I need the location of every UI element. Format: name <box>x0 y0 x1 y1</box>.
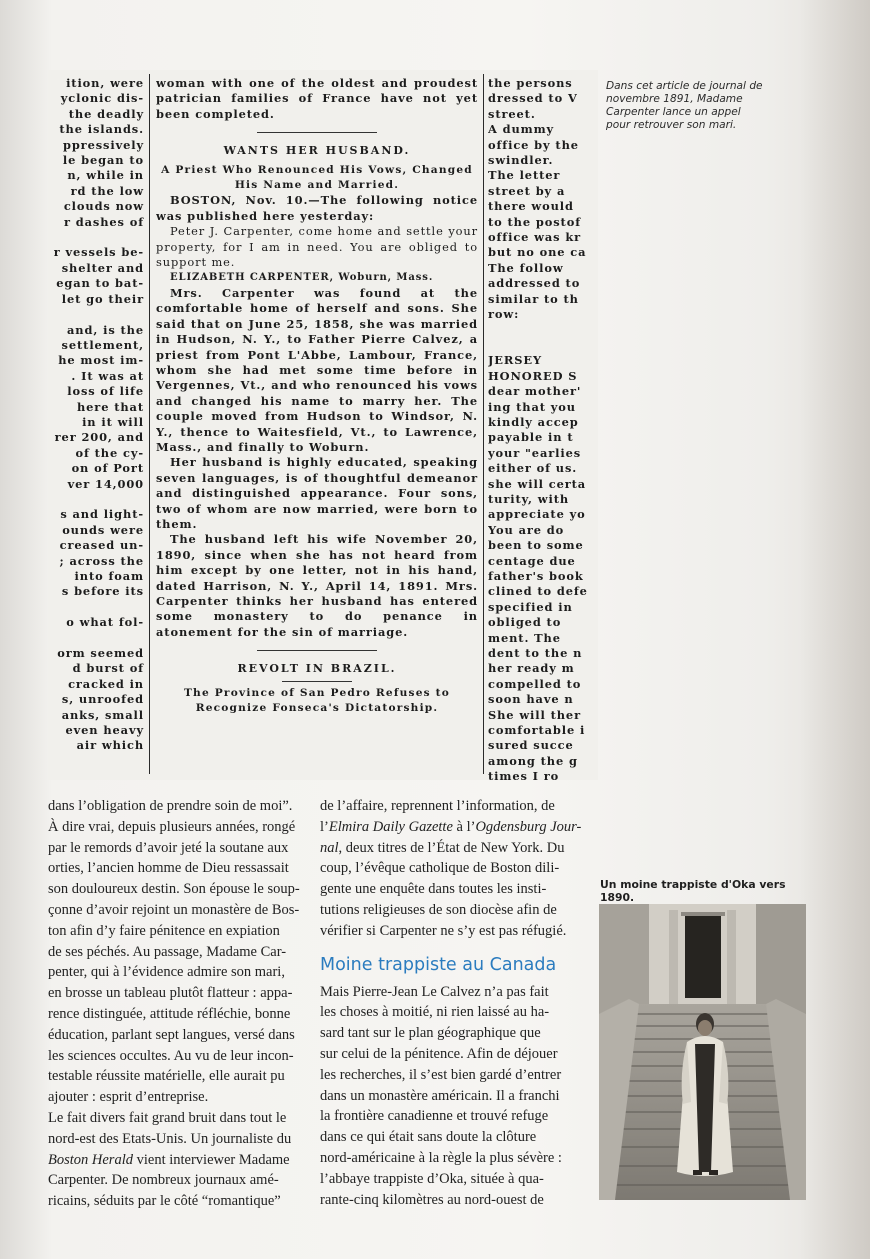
text-line: The follow <box>488 260 564 275</box>
text-line: loss of life <box>67 384 144 399</box>
text-line: ition, were <box>66 76 144 90</box>
text-line: anks, small <box>61 707 144 722</box>
text-line: nord-est des Etats-Unis. Un journaliste du <box>48 1130 292 1147</box>
text-line: r dashes of <box>63 214 144 229</box>
text-line: coup, l’évêque catholique de Boston dili- <box>320 860 560 877</box>
trappist-monk-photo <box>599 904 806 1200</box>
text-line: on of Port <box>71 461 144 476</box>
paragraph-1: Mrs. Carpenter was found at the comfortable home of herself and sons. She said that on June 25, 1858, she was married in Hudson, N. Y., to Father Pierre Calvez, a priest from Pont L'Abbe, Lambour, France, whom she had met some time before in Vergennes, Vt., and who renounced his vows and changed his name to marry her. The couple moved from Hudson to Windsor, N. Y., thence to Waitesfield, Vt., to Lawrence, Mass., and finally to Woburn. <box>156 285 478 454</box>
text-line: to the postof <box>488 214 582 229</box>
text-line: la frontière canadienne et trouvé refuge <box>320 1108 549 1125</box>
text-line <box>48 307 144 322</box>
text-line: the persons <box>488 76 573 90</box>
headline-2: REVOLT IN BRAZIL. <box>237 662 397 676</box>
newspaper-left-column <box>48 76 144 754</box>
text-line: settlement, <box>61 337 144 352</box>
text-line: l’abbaye trappiste d’Oka, située à qua- <box>320 1170 544 1187</box>
text-line: office by the <box>488 137 579 152</box>
text-line: office was kr <box>488 230 582 245</box>
text-line: o what fol- <box>66 615 144 630</box>
clipping-caption: Dans cet article de journal de novembre 1891, Madame Carpenter lance un appel pour retrouver son mari. <box>606 80 763 131</box>
newspaper-center-column <box>156 76 478 716</box>
text-line: sur celui de la pénitence. Afin de déjouer <box>320 1045 558 1062</box>
headline-2-deck: The Province of San Pedro Refuses to Recognize Fonseca's Dictatorship. <box>183 686 451 715</box>
text-line <box>320 817 582 838</box>
newspaper-right-column <box>488 76 598 780</box>
text-line: les choses à moitié, ni rien laissé au ha- <box>320 1004 550 1021</box>
text-line: n, while in <box>67 168 144 183</box>
short-rule <box>282 681 352 682</box>
text-line: clouds now <box>63 199 144 214</box>
text-line: and, is the <box>67 322 144 337</box>
text-line: de ses péchés. Au passage, Madame Car- <box>48 943 287 960</box>
article-paragraph <box>320 982 582 1211</box>
text-line: ing that you <box>488 399 576 414</box>
text-line: les recherches, il s’est bien gardé d’entrer <box>320 1066 562 1083</box>
column-rule <box>149 74 150 774</box>
article-paragraph <box>48 1108 304 1212</box>
text-line: ppressively <box>62 137 144 152</box>
text-line <box>48 230 144 245</box>
text-line: ment. The <box>488 630 561 645</box>
text-line: s, unroofed <box>61 692 144 707</box>
paragraph-2: Her husband is highly educated, speaking seven languages, is of thoughtful demeanor and distinguished appearance. Four sons, two of whom are now married, were born to them. <box>156 455 478 531</box>
text-line: ; across the <box>59 553 144 568</box>
text-line: éducation, parlant sept langues, versé dans <box>48 1026 295 1043</box>
notice-signature: ELIZABETH CARPENTER, Woburn, Mass. <box>170 272 434 284</box>
column-rule <box>483 74 484 774</box>
text-line: the islands. <box>59 122 144 137</box>
text-line: kindly accep <box>488 414 579 429</box>
text-line: le began to <box>62 153 144 168</box>
text-line: father's book <box>488 569 584 583</box>
text-line: there would <box>488 199 574 214</box>
text-line: À dire vrai, depuis plusieurs années, rongé <box>48 818 296 835</box>
text-line: dear mother' <box>488 384 582 399</box>
paragraph-3: The husband left his wife November 20, 1890, since when she has not heard from him except by one letter, not in his hand, dated Harrison, N. Y., April 14, 1891. Mrs. Carpenter thinks her husband has entered some monastery to do penance in atonement for the sin of marriage. <box>156 532 478 639</box>
publication-name: Ogdensburg Jour- <box>475 818 582 835</box>
text-line: specified in <box>488 599 573 614</box>
notice-text: Peter J. Carpenter, come home and settle your property, for I am in need. You are obliged to support me. <box>156 224 478 270</box>
text-line: she will certa <box>488 476 587 491</box>
text-line: in it will <box>82 414 144 429</box>
article-paragraph <box>320 796 582 942</box>
text-line: among the g <box>488 753 578 768</box>
text-line: egan to bat- <box>56 276 144 291</box>
text-fragment: , deux titres de l’État de New York. Du <box>338 839 565 856</box>
text-line: payable in t <box>488 430 574 445</box>
text-line: testable réussite matérielle, elle aurait pu <box>48 1068 285 1085</box>
text-fragment: l’ <box>320 818 329 835</box>
text-line: addressed to <box>488 276 581 291</box>
text-line: orties, l’ancien homme de Dieu ressassait <box>48 860 289 877</box>
text-line: similar to th <box>488 291 579 306</box>
text-line: into foam <box>74 569 144 583</box>
text-line: Le fait divers fait grand bruit dans tout le <box>48 1109 287 1126</box>
text-line: been to some <box>488 538 584 553</box>
text-line: par le remords d’avoir jeté la soutane aux <box>48 839 289 856</box>
text-line: penter, qui à l’évidence admire son mari, <box>48 964 285 981</box>
headline: WANTS HER HUSBAND. <box>223 144 411 158</box>
photo-illustration <box>599 904 806 1200</box>
text-line: rence distinguée, attitude réfléchie, bonne <box>48 1005 291 1022</box>
text-line: even heavy <box>65 723 144 738</box>
article-paragraph <box>48 796 304 1108</box>
photo-caption: Un moine trappiste d'Oka vers 1890. <box>600 878 786 904</box>
text-line: les sciences occultes. Au vu de leur incon- <box>48 1047 294 1064</box>
text-line: street by a <box>488 183 566 198</box>
text-line: s before its <box>61 584 144 599</box>
text-line: of the cy- <box>75 445 144 460</box>
text-line: dent to the n <box>488 646 583 661</box>
text-line: gente une enquête dans toutes les insti- <box>320 881 547 898</box>
text-line: rer 200, and <box>54 430 144 445</box>
text-line: tutions religieuses de son diocèse afin de <box>320 901 557 918</box>
text-line: either of us. <box>488 461 578 476</box>
text-line: sured succe <box>488 738 574 753</box>
text-line: soon have n <box>488 692 574 707</box>
text-line: comfortable i <box>488 723 586 738</box>
text-line: cracked in <box>68 676 144 691</box>
text-line: ricains, séduits par le côté “romantique” <box>48 1193 281 1210</box>
text-line: he most im- <box>58 353 144 368</box>
text-line: but no one ca <box>488 245 587 260</box>
text-line: s and light- <box>60 507 144 522</box>
text-line: compelled to <box>488 676 582 691</box>
section-rule <box>257 132 377 133</box>
text-line: her ready m <box>488 661 575 676</box>
text-line: the deadly <box>68 106 144 121</box>
text-line: d burst of <box>72 661 144 676</box>
text-line: de l’affaire, reprennent l’information, de <box>320 798 555 814</box>
text-line: clined to defe <box>488 584 588 599</box>
text-line: HONORED S <box>488 368 578 383</box>
text-line: r vessels be- <box>53 245 144 260</box>
text-line: Mais Pierre-Jean Le Calvez n’a pas fait <box>320 983 549 1000</box>
text-line: You are do <box>488 522 565 537</box>
text-line: She will ther <box>488 707 581 722</box>
headline-deck: A Priest Who Renounced His Vows, Changed His Name and Married. <box>161 163 473 192</box>
text-line: street. <box>488 106 536 121</box>
text-fragment: à l’ <box>452 818 476 835</box>
article-right-column <box>320 796 582 1210</box>
text-line: yclonic dis- <box>60 91 144 106</box>
section-rule <box>257 650 377 651</box>
text-line: obliged to <box>488 615 562 630</box>
text-line: son douloureux destin. Son épouse le soup- <box>48 881 300 898</box>
text-line: row: <box>488 307 520 322</box>
text-line <box>48 492 144 507</box>
text-line: ton afin d’y faire pénitence en expiation <box>48 922 280 939</box>
text-line: dans un monastère américain. Il a franchi <box>320 1087 560 1104</box>
publication-name: Boston Herald <box>48 1151 133 1168</box>
text-line: swindler. <box>488 153 554 168</box>
text-line: your "earlies <box>488 445 582 460</box>
text-line <box>320 838 582 859</box>
text-line: rd the low <box>70 183 144 198</box>
text-line: here that <box>76 399 144 414</box>
intro-text: woman with one of the oldest and proudest patrician families of France have not yet been completed. <box>156 76 478 121</box>
text-line: orm seemed <box>57 646 144 661</box>
text-line <box>48 600 144 615</box>
text-line <box>48 1150 304 1171</box>
text-line: let go their <box>61 291 144 306</box>
text-line: appreciate yo <box>488 507 586 522</box>
text-line: JERSEY <box>488 353 542 368</box>
text-line: The letter <box>488 168 561 183</box>
text-line: Carpenter. De nombreux journaux amé- <box>48 1172 279 1189</box>
text-line <box>488 338 598 353</box>
text-line: ver 14,000 <box>67 476 144 491</box>
text-line: nord-américaine à la règle la plus sévère : <box>320 1149 562 1166</box>
text-line: rante-cinq kilomètres au nord-ouest de <box>320 1191 544 1208</box>
text-line: çonne d’avoir rejoint un monastère de Bos- <box>48 901 300 918</box>
text-line <box>48 631 144 646</box>
text-line: shelter and <box>61 260 144 275</box>
text-line: dressed to V <box>488 91 578 106</box>
publication-name: nal <box>320 839 339 856</box>
text-line: A dummy <box>488 122 555 137</box>
text-line: turity, with <box>488 491 570 506</box>
text-line: creased un- <box>59 538 144 553</box>
newspaper-clipping <box>48 70 598 780</box>
text-line: times I ro <box>488 769 560 780</box>
text-line: . It was at <box>71 368 144 383</box>
text-fragment: vient interviewer Madame <box>132 1151 290 1168</box>
section-subhead: Moine trappiste au Canada <box>320 954 557 975</box>
article-left-column <box>48 796 304 1212</box>
dateline-paragraph: BOSTON, Nov. 10.—The following notice was published here yesterday: <box>156 193 478 223</box>
text-line: ounds were <box>62 522 144 537</box>
text-line: ajouter : esprit d’entreprise. <box>48 1089 209 1106</box>
text-line: dans ce qui était sans doute la clôture <box>320 1129 537 1146</box>
text-line: en brosse un tableau plutôt flatteur : appa- <box>48 985 293 1002</box>
text-line <box>488 323 598 338</box>
text-line: air which <box>76 738 144 753</box>
text-line: dans l’obligation de prendre soin de moi”. <box>48 798 293 814</box>
page-edge-shadow <box>800 0 870 1259</box>
text-line: centage due <box>488 553 576 568</box>
text-line: vérifier si Carpenter ne s’y est pas réfugié. <box>320 922 567 939</box>
publication-name: Elmira Daily Gazette <box>328 818 453 835</box>
text-line: sard tant sur le plan géographique que <box>320 1025 541 1042</box>
